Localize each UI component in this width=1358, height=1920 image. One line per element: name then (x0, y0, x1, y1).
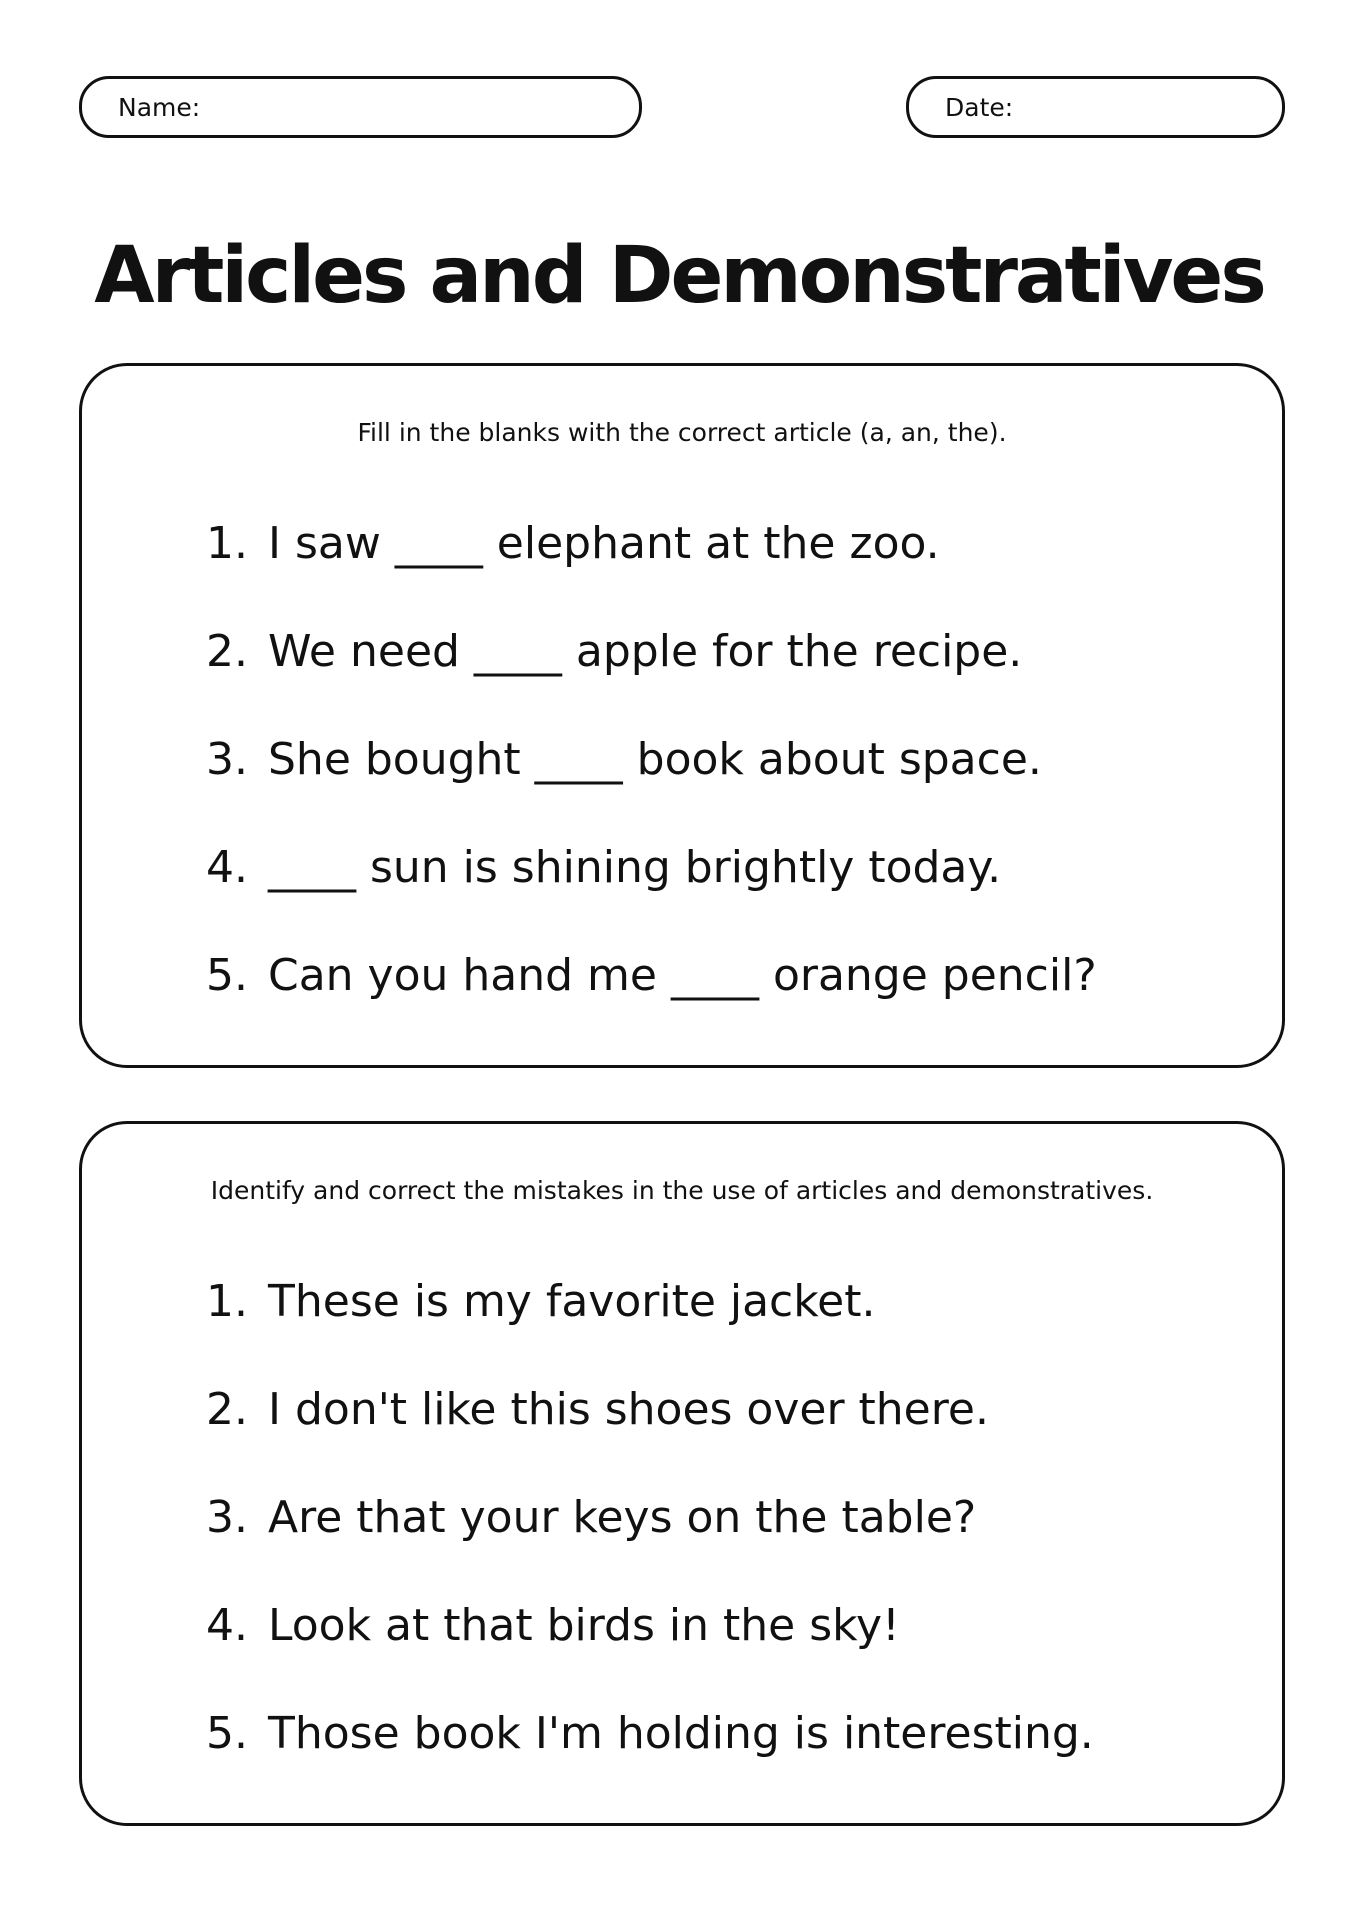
question-text: She bought ____ book about space. (268, 734, 1042, 785)
question-item (206, 946, 1097, 1054)
mistakes-question-list (206, 1272, 1094, 1812)
question-text: I don't like this shoes over there. (268, 1384, 989, 1435)
name-label: Name: (118, 92, 201, 122)
question-number: 3. (206, 1492, 248, 1543)
articles-instruction: Fill in the blanks with the correct article (a, an, the). (357, 418, 1007, 447)
question-text: ____ sun is shining brightly today. (268, 842, 1002, 893)
question-item (206, 838, 1097, 946)
name-field[interactable] (79, 76, 642, 138)
question-text: Those book I'm holding is interesting. (268, 1708, 1094, 1759)
question-number: 2. (206, 1384, 248, 1435)
question-item (206, 514, 1097, 622)
articles-question-list (206, 514, 1097, 1054)
question-item (206, 1488, 1094, 1596)
question-item (206, 1704, 1094, 1812)
date-field[interactable] (906, 76, 1285, 138)
question-number: 3. (206, 734, 248, 785)
question-text: Can you hand me ____ orange pencil? (268, 950, 1097, 1001)
question-number: 1. (206, 1276, 248, 1327)
question-number: 5. (206, 950, 248, 1001)
question-item (206, 622, 1097, 730)
question-item (206, 730, 1097, 838)
question-number: 5. (206, 1708, 248, 1759)
question-number: 2. (206, 626, 248, 677)
articles-exercise-box (79, 363, 1285, 1068)
question-text: Are that your keys on the table? (268, 1492, 977, 1543)
question-text: These is my favorite jacket. (268, 1276, 876, 1327)
mistakes-instruction: Identify and correct the mistakes in the use of articles and demonstratives. (210, 1176, 1154, 1205)
mistakes-exercise-box (79, 1121, 1285, 1826)
question-text: I saw ____ elephant at the zoo. (268, 518, 940, 569)
date-label: Date: (945, 92, 1014, 122)
worksheet-title: Articles and Demonstratives (94, 231, 1264, 321)
question-item (206, 1272, 1094, 1380)
question-text: We need ____ apple for the recipe. (268, 626, 1023, 677)
question-item (206, 1596, 1094, 1704)
question-number: 4. (206, 842, 248, 893)
question-item (206, 1380, 1094, 1488)
question-text: Look at that birds in the sky! (268, 1600, 900, 1651)
question-number: 4. (206, 1600, 248, 1651)
question-number: 1. (206, 518, 248, 569)
